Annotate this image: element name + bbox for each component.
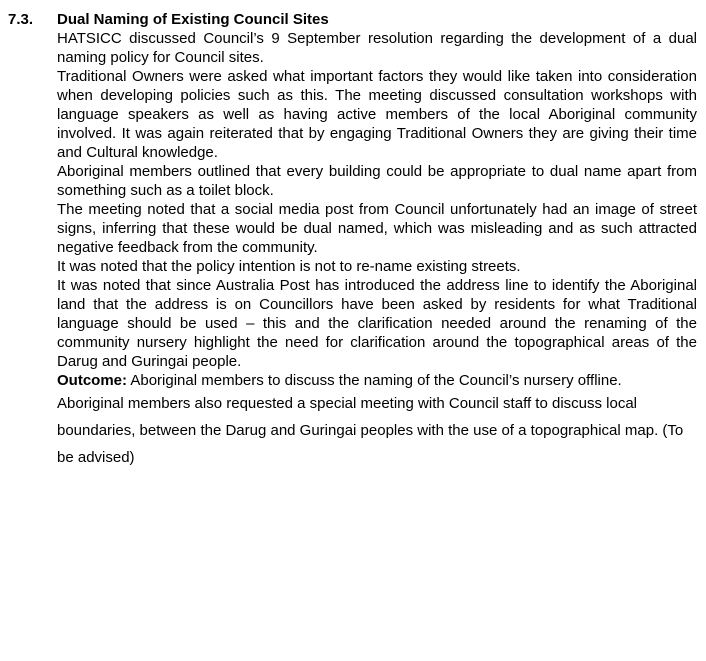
paragraph: Aboriginal members outlined that every building could be appropriate to dual name apart from something such as a toilet block. xyxy=(57,163,697,199)
paragraph: It was noted that the policy intention is not to re-name existing streets. xyxy=(57,258,521,275)
section-heading xyxy=(8,10,697,29)
outcome-label: Outcome: xyxy=(57,372,128,389)
paragraph: Aboriginal members also requested a special meeting with Council staff to discuss local boundaries, between the Darug and Guringai peoples with the use of a topographical map. (To be advised) xyxy=(57,395,684,466)
section-number: 7.3. xyxy=(8,11,34,28)
outcome-text: Aboriginal members to discuss the naming of the Council’s nursery offline. xyxy=(127,372,622,389)
paragraph: Traditional Owners were asked what important factors they would like taken into consideration when developing policies such as this. The meeting discussed consultation workshops with language speakers as well as having active members of the local Aboriginal community involved. It was again reiterated that by engaging Traditional Owners they are giving their time and Cultural knowledge. xyxy=(57,68,697,161)
outcome-paragraph xyxy=(57,371,697,390)
section-body xyxy=(57,29,697,471)
paragraph: HATSICC discussed Council’s 9 September resolution regarding the development of a dual naming policy for Council sites. xyxy=(57,30,697,66)
paragraph: The meeting noted that a social media post from Council unfortunately had an image of street signs, inferring that these would be dual named, which was misleading and as such attracted negative feedback from the community. xyxy=(57,201,697,256)
section-title: Dual Naming of Existing Council Sites xyxy=(57,11,329,28)
paragraph: It was noted that since Australia Post has introduced the address line to identify the Aboriginal land that the address is on Councillors have been asked by residents for what Traditional language should be used – this and the clarification needed around the renaming of the community nursery highlight the need for clarification around the topographical areas of the Darug and Guringai people. xyxy=(57,277,697,370)
